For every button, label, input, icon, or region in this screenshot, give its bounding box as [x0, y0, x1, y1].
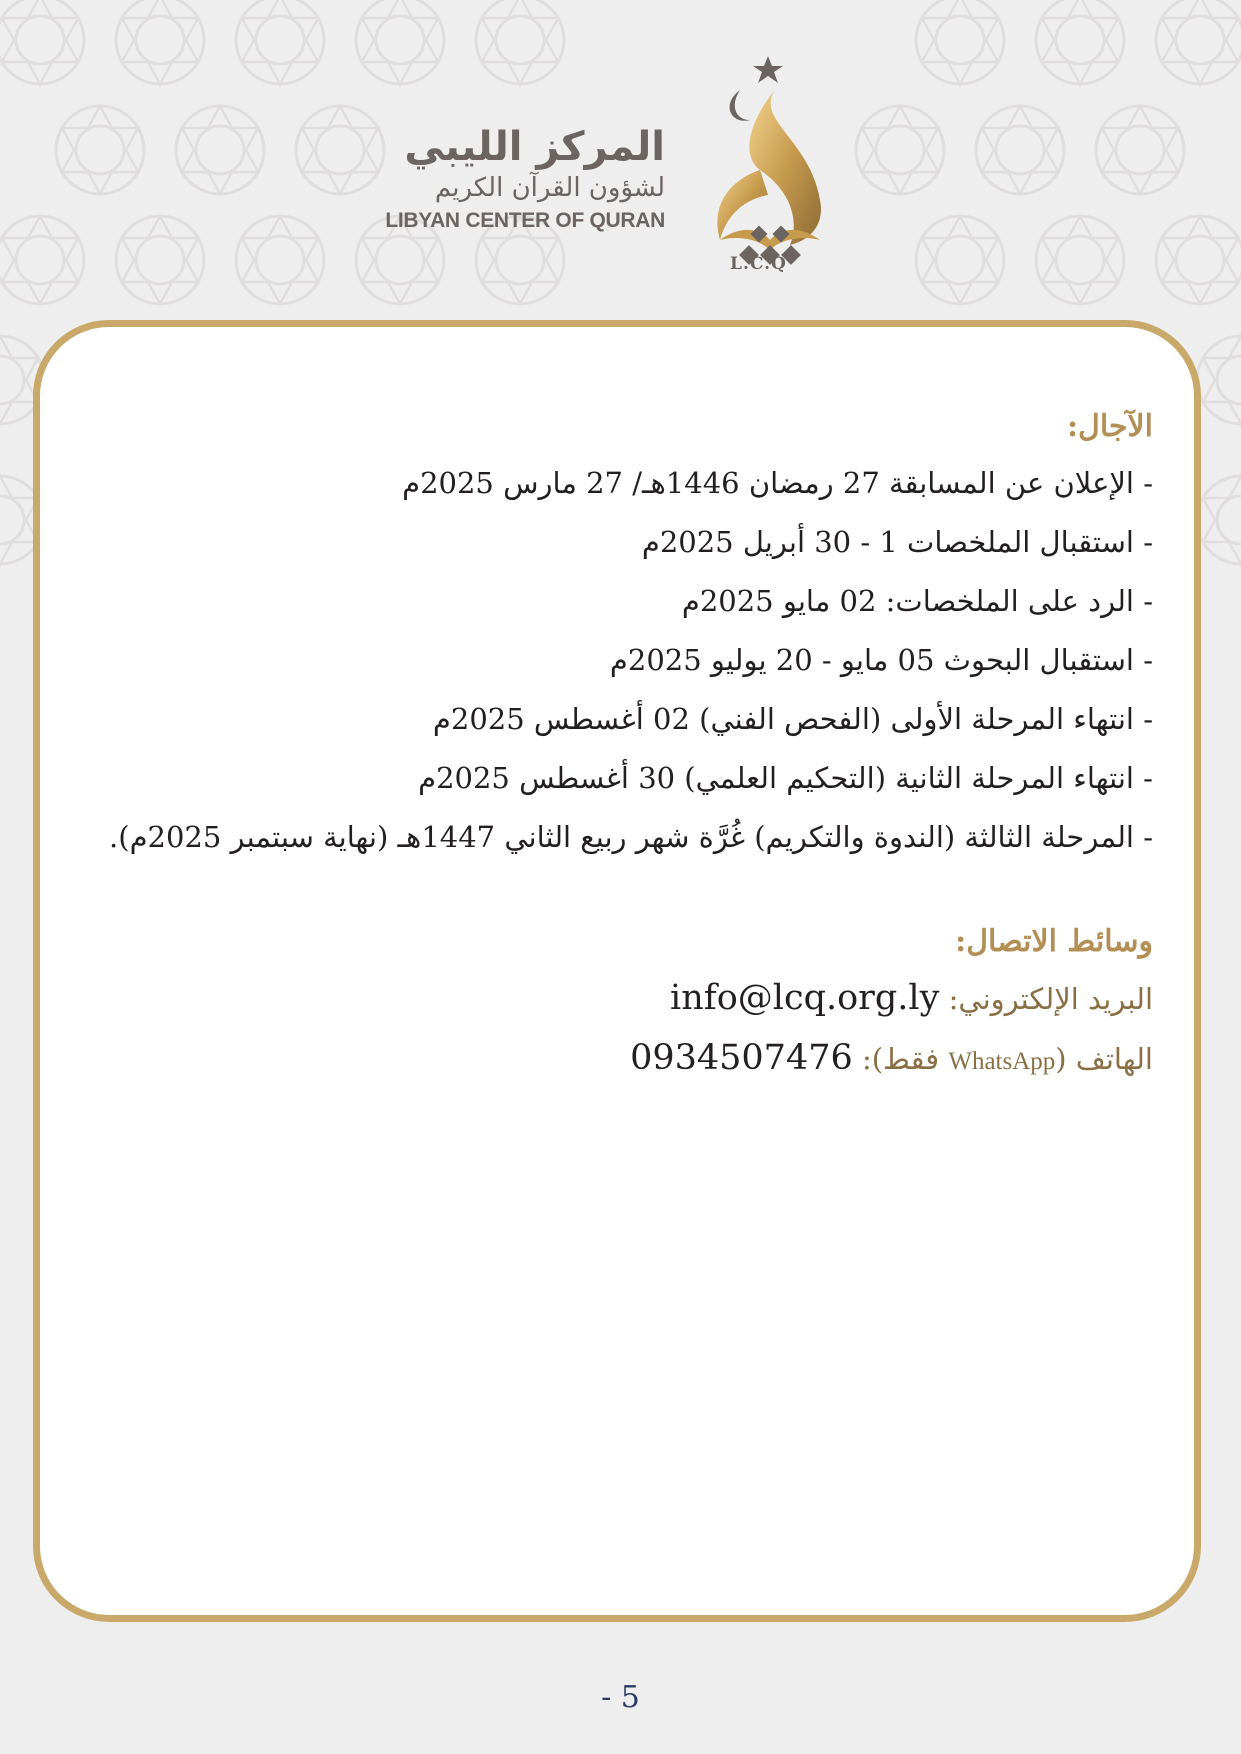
contact-title: وسائط الاتصال: [955, 924, 1153, 959]
deadline-item: - انتهاء المرحلة الثانية (التحكيم العلمي) 30 أغسطس 2025م [418, 761, 1153, 795]
page-number: - 5 [601, 1680, 640, 1715]
phone-label-prefix: الهاتف ( [1055, 1042, 1153, 1076]
section-spacer [73, 867, 1153, 915]
lcq-emblem-icon [680, 50, 860, 280]
phone-label-suffix: فقط): [861, 1042, 949, 1076]
deadline-item: - الإعلان عن المسابقة 27 رمضان 1446هـ/ 27 مارس 2025م [402, 466, 1153, 500]
deadline-item: - الرد على الملخصات: 02 مايو 2025م [681, 584, 1153, 618]
phone-label [862, 1042, 1153, 1076]
logo-wordmark [325, 124, 665, 236]
deadline-item: - استقبال البحوث 05 مايو - 20 يوليو 2025م [609, 643, 1153, 677]
deadline-item: - انتهاء المرحلة الأولى (الفحص الفني) 02 أغسطس 2025م [432, 702, 1153, 736]
email-label: البريد الإلكتروني: [948, 982, 1153, 1016]
logo-english: LIBYAN CENTER OF QURAN [385, 209, 665, 232]
phone-row [73, 1029, 1153, 1091]
whatsapp-label: WhatsApp [948, 1048, 1056, 1075]
phone-value[interactable]: 0934507476 [630, 1038, 853, 1078]
deadlines-title: الآجال: [1066, 409, 1153, 444]
email-value[interactable]: info@lcq.org.ly [670, 978, 940, 1018]
deadline-item: - استقبال الملخصات 1 - 30 أبريل 2025م [641, 525, 1153, 559]
logo-abbreviation: L.C.Q [730, 254, 787, 274]
logo-arabic-main: المركز الليبي [404, 124, 665, 170]
content-body [73, 400, 1153, 1091]
logo-arabic-sub: لشؤون القرآن الكريم [434, 173, 665, 203]
email-row [73, 969, 1153, 1029]
deadline-item: - المرحلة الثالثة (الندوة والتكريم) غُرَّة شهر ربيع الثاني 1447هـ (نهاية سبتمبر 2025م). [109, 820, 1153, 854]
header [0, 0, 1241, 300]
